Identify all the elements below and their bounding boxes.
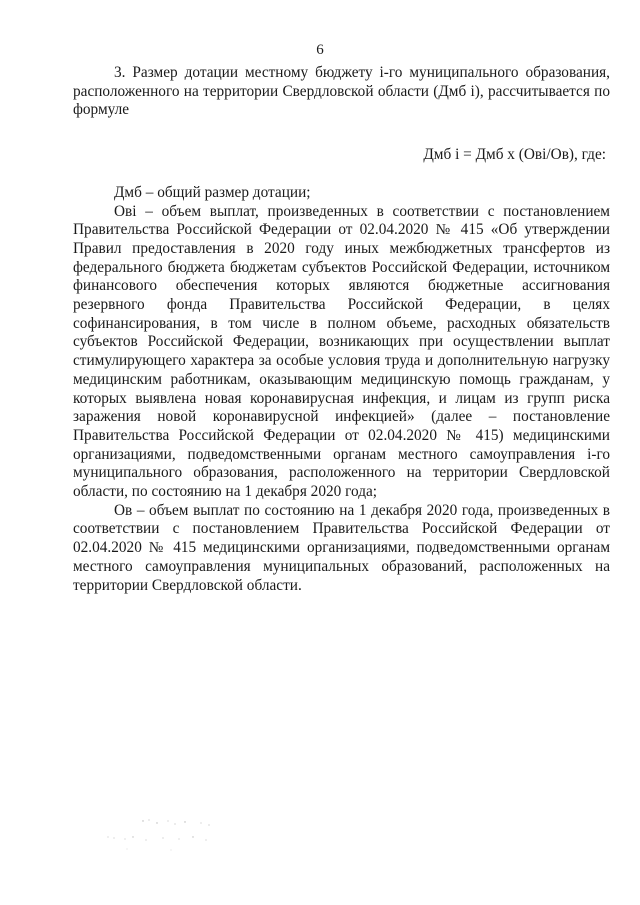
scan-noise-dots: [105, 815, 215, 855]
document-body: [73, 64, 610, 595]
definition-ovi: Ові – объем выплат, произведенных в соответствии с постановлением Правительства Российской Федерации от 02.04.2020 № 415 «Об утверждении Правил предоставления в 2020 году иных межбюджетных трансфертов из федерального бюджета бюджетам субъектов Российской Федерации, источником финансового обеспечения которых являются бюджетные ассигнования резервного фонда Правительства Российской Федерации, в целях софинансирования, в том числе в полном объеме, расходных обязательств субъектов Российской Федерации, возникающих при осуществлении выплат стимулирующего характера за особые условия труда и дополнительную нагрузку медицинским работникам, оказывающим медицинскую помощь гражданам, у которых выявлена новая коронавирусная инфекция, и лицам из групп риска заражения новой коронавирусной инфекцией» (далее – постановление Правительства Российской Федерации от 02.04.2020 № 415) медицинскими организациями, подведомственными органам местного самоуправления i-го муниципального образования, расположенного на территории Свердловской области, по состоянию на 1 декабря 2020 года;: [73, 202, 610, 501]
formula: Дмб i = Дмб x (Ові/Ов), где:: [423, 146, 606, 164]
paragraph-intro: 3. Размер дотации местному бюджету i-го муниципального образования, расположенного на территории Свердловской области (Дмб i), рассчитывается по формуле: [73, 64, 610, 119]
page-number: 6: [316, 42, 324, 58]
definition-ov: Ов – объем выплат по состоянию на 1 декабря 2020 года, произведенных в соответствии с постановлением Правительства Российской Федерации от 02.04.2020 № 415 медицинскими организациями, подведомственными органам местного самоуправления муниципальных образований, расположенных на территории Свердловской области.: [73, 501, 610, 594]
definition-dmb: Дмб – общий размер дотации;: [114, 183, 311, 201]
